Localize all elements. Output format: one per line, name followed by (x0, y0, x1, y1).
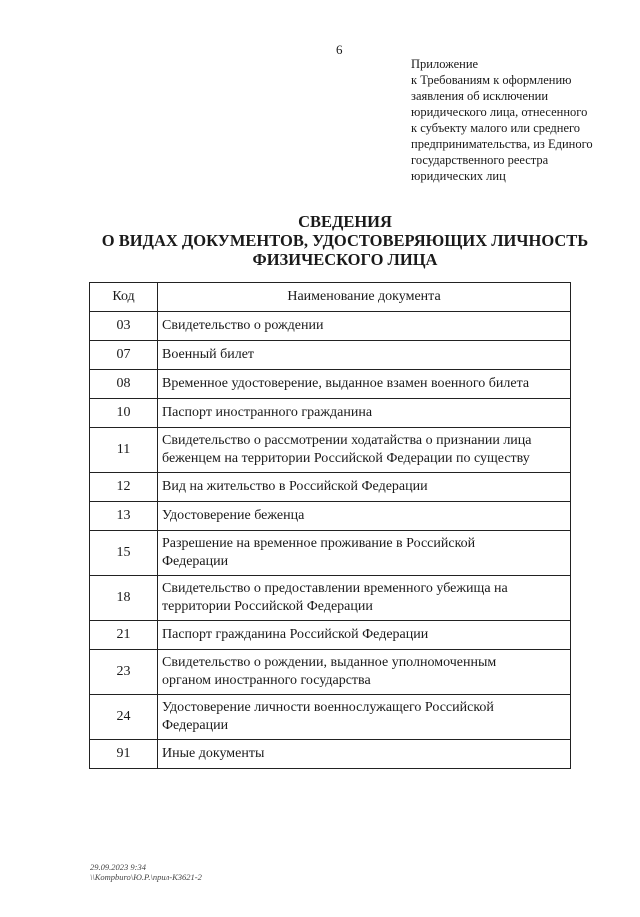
name-line: Военный билет (162, 347, 255, 362)
name-line: Удостоверение личности военнослужащего Российской (162, 700, 494, 715)
code-cell: 13 (90, 502, 158, 531)
name-cell (158, 621, 571, 650)
table-row (90, 370, 571, 399)
table-row (90, 341, 571, 370)
code-cell: 08 (90, 370, 158, 399)
heading-line: О ВИДАХ ДОКУМЕНТОВ, УДОСТОВЕРЯЮЩИХ ЛИЧНОСТЬ (101, 231, 589, 250)
table-row (90, 650, 571, 695)
name-cell (158, 399, 571, 428)
table-row (90, 428, 571, 473)
appendix-note (411, 56, 621, 184)
code-cell: 07 (90, 341, 158, 370)
appendix-line: государственного реестра (411, 153, 549, 167)
appendix-line: юридического лица, отнесенного (411, 105, 588, 119)
name-line: территории Российской Федерации (162, 599, 373, 614)
footer-file-path: \\Kompburo\Ю.Р.\прил-К3621-2 (90, 872, 202, 882)
name-column-header: Наименование документа (158, 283, 571, 312)
name-line: Свидетельство о рассмотрении ходатайства о признании лица (162, 433, 532, 448)
name-line: Свидетельство о рождении, выданное уполномоченным (162, 655, 497, 670)
name-cell (158, 576, 571, 621)
name-cell (158, 312, 571, 341)
code-column-header: Код (90, 283, 158, 312)
appendix-line: к субъекту малого или среднего (411, 121, 581, 135)
code-cell: 03 (90, 312, 158, 341)
table-row (90, 399, 571, 428)
code-cell: 23 (90, 650, 158, 695)
appendix-line: юридических лиц (411, 169, 506, 183)
table-row (90, 473, 571, 502)
appendix-line: предпринимательства, из Единого (411, 137, 593, 151)
document-heading (60, 212, 630, 269)
print-footer (90, 862, 202, 882)
footer-timestamp: 29.09.2023 9:34 (90, 862, 146, 872)
code-cell: 10 (90, 399, 158, 428)
table-row (90, 695, 571, 740)
table-row (90, 531, 571, 576)
code-cell: 15 (90, 531, 158, 576)
name-cell (158, 370, 571, 399)
table-header-row (90, 283, 571, 312)
code-cell: 11 (90, 428, 158, 473)
heading-line: СВЕДЕНИЯ (298, 212, 392, 231)
name-line: Паспорт иностранного гражданина (162, 405, 373, 420)
code-cell: 21 (90, 621, 158, 650)
name-cell (158, 695, 571, 740)
code-cell: 18 (90, 576, 158, 621)
name-line: Вид на жительство в Российской Федерации (162, 479, 428, 494)
table-row (90, 621, 571, 650)
table-row (90, 740, 571, 769)
document-types-table (89, 282, 571, 769)
page-number: 6 (336, 42, 343, 57)
name-line: Временное удостоверение, выданное взамен военного билета (162, 376, 530, 391)
name-cell (158, 428, 571, 473)
appendix-line: Приложение (411, 57, 479, 71)
table-row (90, 312, 571, 341)
code-cell: 24 (90, 695, 158, 740)
appendix-line: к Требованиям к оформлению (411, 73, 572, 87)
name-line: органом иностранного государства (162, 673, 371, 688)
name-line: Федерации (162, 718, 229, 733)
name-cell (158, 473, 571, 502)
code-cell: 12 (90, 473, 158, 502)
name-cell (158, 740, 571, 769)
name-cell (158, 650, 571, 695)
name-line: Паспорт гражданина Российской Федерации (162, 627, 429, 642)
name-line: Иные документы (162, 746, 265, 761)
name-line: Федерации (162, 554, 229, 569)
table-row (90, 576, 571, 621)
name-cell (158, 502, 571, 531)
table-row (90, 502, 571, 531)
name-line: Удостоверение беженца (162, 508, 305, 523)
heading-line: ФИЗИЧЕСКОГО ЛИЦА (252, 250, 438, 269)
name-line: Свидетельство о рождении (162, 318, 324, 333)
name-line: Свидетельство о предоставлении временного убежища на (162, 581, 508, 596)
name-line: беженцем на территории Российской Федерации по существу (162, 451, 530, 466)
name-cell (158, 531, 571, 576)
code-cell: 91 (90, 740, 158, 769)
name-cell (158, 341, 571, 370)
name-line: Разрешение на временное проживание в Российской (162, 536, 476, 551)
appendix-line: заявления об исключении (411, 89, 549, 103)
